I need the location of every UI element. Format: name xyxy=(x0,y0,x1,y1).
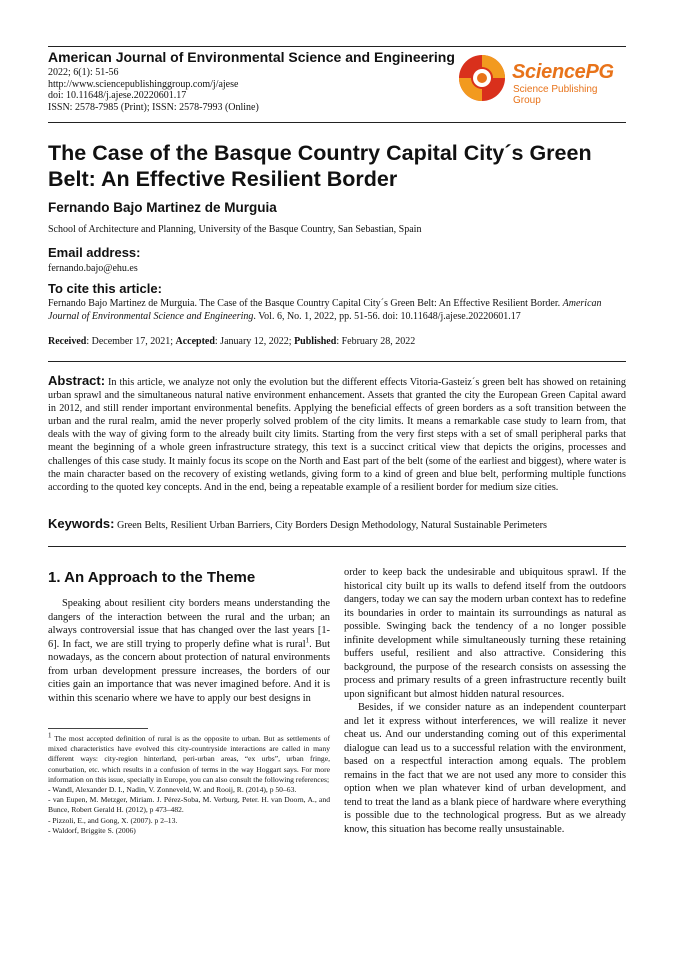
cite-heading: To cite this article: xyxy=(48,281,162,296)
received-date: : December 17, 2021; xyxy=(86,336,176,347)
footnote-ref-4: - Waldorf, Briggite S. (2006) xyxy=(48,825,136,835)
keywords-label: Keywords: xyxy=(48,516,115,531)
published-date: : February 28, 2022 xyxy=(336,336,416,347)
journal-issue: 2022; 6(1): 51-56 xyxy=(48,67,119,78)
abstract-top-rule xyxy=(48,361,626,362)
article-title: The Case of the Basque Country Capital City´s Green Belt: An Effective Resilient Border xyxy=(48,141,592,191)
keywords-text: Green Belts, Resilient Urban Barriers, City Borders Design Methodology, Natural Sustainable Perimeters xyxy=(117,520,547,531)
left-paragraph-1-part-b: . But nowadays, as the concern about protection of natural environments from urban development pressure increases, the borders of our cities gain an importance that was never imagined before. And it is within this scenario where we have to apply our best designs in xyxy=(48,638,330,704)
right-column xyxy=(344,566,626,836)
footnote-ref-2: - van Eupen, M. Metzger, Miriam. J. Pérez-Soba, M. Verburg, Peter. H. van Doorn, A., and Bunce, Robert Gerald H. (2012), p 473–482. xyxy=(48,795,330,815)
cite-journal: American Journal of Environmental Science and Engineering xyxy=(48,298,602,322)
footnote xyxy=(48,731,331,836)
footnote-mark: 1 xyxy=(48,731,52,740)
accepted-date: : January 12, 2022; xyxy=(214,336,295,347)
logo-wordmark: SciencePG xyxy=(512,61,614,83)
journal-url[interactable]: http://www.sciencepublishinggroup.com/j/ajese xyxy=(48,78,239,90)
right-paragraph-1: order to keep back the undesirable and ubiquitous sprawl. If the historical city built up its walls to defend itself from the outdoors dangers, today we can say the modern urban context has to redefine its boundaries in order to maintain its surroundings as natural as possible. Swinging back the tendency of a no longer possible infinite development while simultaneously turning these retaining buffers useful, resilient and also attractive. Considering this background, the purpose of the research consists on assessing the process and primary results of a green infrastructure recently built upon significant but almost hidden natural resources. xyxy=(344,567,626,700)
journal-meta xyxy=(48,67,259,113)
left-column xyxy=(48,597,330,705)
cite-text xyxy=(48,297,626,323)
sciencepg-logo xyxy=(455,53,627,106)
header-bottom-rule xyxy=(48,122,626,123)
journal-issn: ISSN: 2578-7985 (Print); ISSN: 2578-7993 (Online) xyxy=(48,101,259,113)
left-paragraph-1-part-a: Speaking about resilient city borders means understanding the dangers of the interaction between the rural and the urban; an always controversial issue that has changed over the last years [1-6]. In fact, we are still trying to properly define what is rural xyxy=(48,598,330,650)
cite-details: . Vol. 6, No. 1, 2022, pp. 51-56. doi: 10.11648/j.ajese.20220601.17 xyxy=(253,311,521,322)
received-label: Received xyxy=(48,336,87,347)
footnote-text: The most accepted definition of rural is as the opposite to urban. But as settlements of mixed characteristics have evolved this city-countryside interactions are called in many different ways: city-region hinterland, peri-urban areas, “ex urbs”, urban fringe, conurbation, etc. which results in a confusion of terms in the way Hoggart says. For more information on this issue, specially in Europe, you can also consult the following references; xyxy=(48,734,331,784)
author-email[interactable]: fernando.bajo@ehu.es xyxy=(48,263,138,274)
header-top-rule xyxy=(48,46,626,47)
right-paragraph-2: Besides, if we consider nature as an independent counterpart and let it express without interferences, we will realize it never cheat us. And our understanding coming out of this experimental dialogue can lead us to a successful relation with the environment, based on a respectful interaction among equals. The problem remains in the fact that we are not used any more to consider this option when we plan whatever kind of urban development, and tend to treat the land as a blank piece of hardware where everything is possible due to the technological progress. But as we already know, this situation has become really unsustainable. xyxy=(344,702,626,835)
footnote-rule xyxy=(48,728,148,729)
author-affiliation: School of Architecture and Planning, University of the Basque Country, San Sebastian, Spain xyxy=(48,224,422,235)
journal-name: American Journal of Environmental Science and Engineering xyxy=(48,49,455,65)
article-dates xyxy=(48,335,415,348)
email-heading: Email address: xyxy=(48,245,141,260)
footnote-ref[interactable]: 1 xyxy=(305,636,310,645)
abstract-text: In this article, we analyze not only the evolution but the different effects Vitoria-Gasteiz´s green belt has showed on retaining urban sprawl and the simultaneous natural native environment enhancement. Assets that granted the city the European Green Capital award in 2012, and still render important environmental benefits. Applying the beneficial effects of green borders as a soft transition between the urban and the rural realm, amid the never properly solved problem of the city limits. It means a remarkable case study to learn from, that deals with the way of giving form to the already built city limits. Starting from the very first steps with a set of small peripheral parks that meant the beginning of a whole green infrastructure strategy, this text is a succinct critical view that depicts the origins, processes and challenges of this case study. It mainly focus its scope on the North and East part of the belt (some of the earliest and biggest), where water is the main character based on the recovery of existing wetlands, giving form to a kind of green and blue belt, performing multiple functions according to the quoted key concepts. And in the end, being a repeatable example of a resilient border for medium size cities. xyxy=(48,377,626,493)
logo-tagline: Science Publishing Group xyxy=(513,84,598,106)
abstract xyxy=(48,374,626,494)
footnote-ref-3: - Pizzoli, E., and Gong, X. (2007). p 2–13. xyxy=(48,815,178,825)
footnote-ref-1: - Wandl, Alexander D. I., Nadin, V. Zonneveld, W. and Rooij, R. (2014), p 50–63. xyxy=(48,785,297,795)
abstract-label: Abstract: xyxy=(48,373,106,388)
journal-doi: doi: 10.11648/j.ajese.20220601.17 xyxy=(48,90,187,101)
author-name: Fernando Bajo Martinez de Murguia xyxy=(48,200,277,215)
sciencepg-emblem-icon xyxy=(455,53,509,103)
cite-authors-title: Fernando Bajo Martinez de Murguia. The Case of the Basque Country Capital City´s Green Belt: An Effective Resilient Border. xyxy=(48,298,561,309)
keywords-bottom-rule xyxy=(48,546,626,547)
keywords xyxy=(48,516,626,531)
published-label: Published xyxy=(294,336,337,347)
left-paragraph-1 xyxy=(48,597,330,705)
footnote-body xyxy=(48,731,331,785)
section-heading: 1. An Approach to the Theme xyxy=(48,569,256,586)
accepted-label: Accepted xyxy=(175,336,215,347)
